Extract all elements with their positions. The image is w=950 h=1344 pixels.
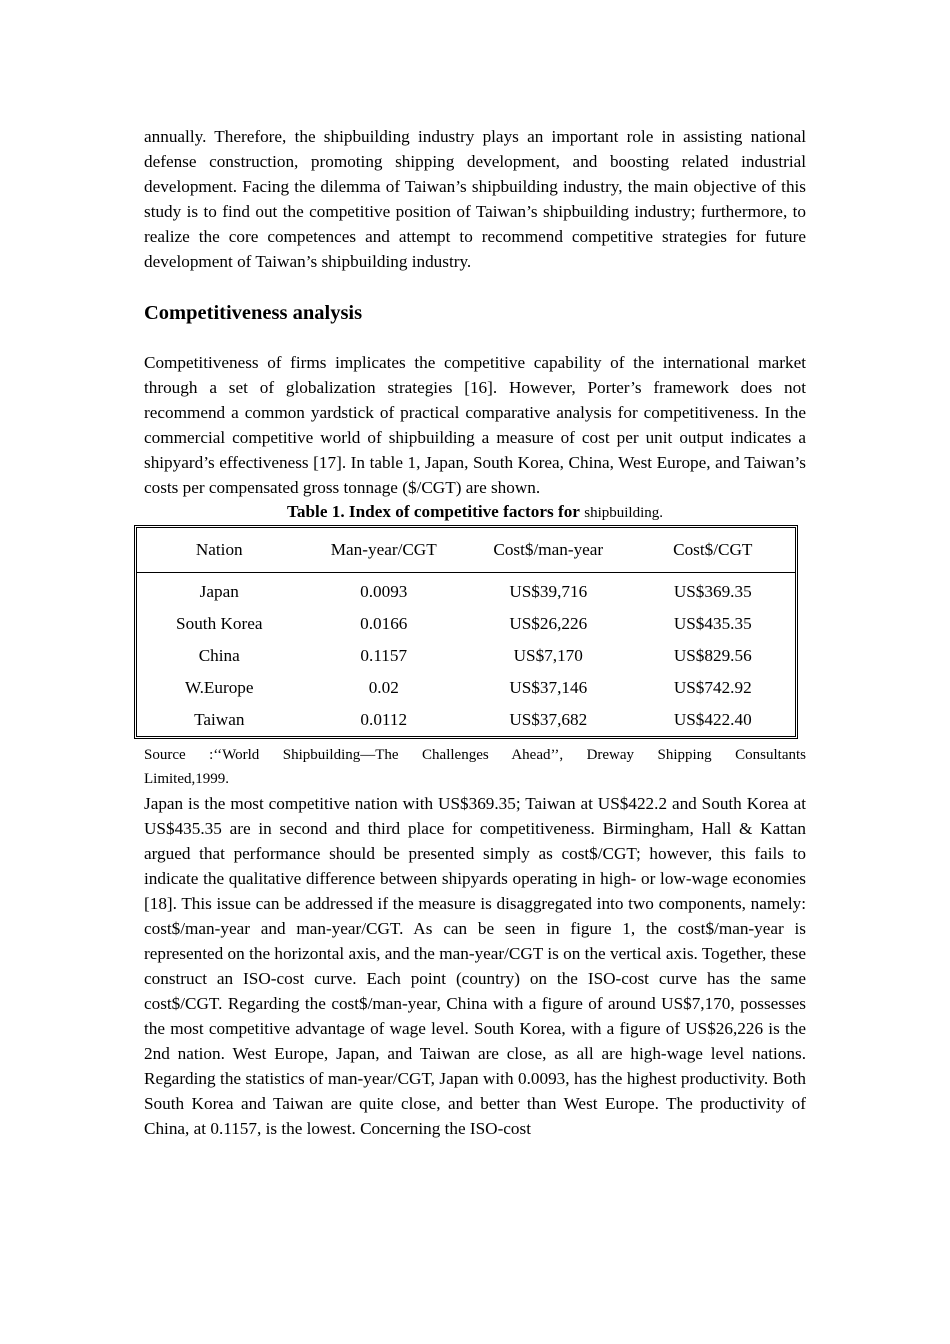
cell-man-year-cgt: 0.1157	[360, 646, 408, 665]
cell-cost-cgt: US$435.35	[673, 614, 752, 633]
table-header-row	[137, 528, 795, 573]
cell-man-year-cgt: 0.0166	[360, 614, 408, 633]
source-line-2: Limited,1999.	[144, 771, 229, 787]
cell-nation: Taiwan	[194, 710, 245, 729]
cell-nation: South Korea	[176, 614, 263, 633]
header-cost-cgt: Cost$/CGT	[631, 528, 796, 573]
table-caption-rest: shipbuilding.	[584, 505, 663, 521]
section-heading: Competitiveness analysis	[144, 302, 363, 324]
table-row	[137, 608, 795, 640]
cell-man-year-cgt: 0.0112	[360, 710, 408, 729]
page-content	[144, 124, 806, 1141]
cell-cost-man-year: US$37,146	[509, 678, 588, 697]
intro-paragraph: annually. Therefore, the shipbuilding industry plays an important role in assisting national defense construction, promoting shipping development, and boosting related industrial development. Facing the dilemma of Taiwan’s shipbuilding industry, the main objective of this study is to find out the competitive position of Taiwan’s shipbuilding industry; furthermore, to realize the core competences and attempt to recommend competitive strategies for future development of Taiwan’s shipbuilding industry.	[144, 127, 806, 271]
table-row	[137, 640, 795, 672]
competitive-factors-table	[137, 528, 795, 736]
table-row	[137, 704, 795, 736]
cell-nation: China	[198, 646, 240, 665]
table-frame	[134, 525, 798, 739]
paragraph-competitiveness: Competitiveness of firms implicates the competitive capability of the international market through a set of globalization strategies [16]. However, Porter’s framework does not recommend a common yardstick of practical comparative analysis for competitiveness. In the commercial competitive world of shipbuilding a measure of cost per unit output indicates a shipyard’s effectiveness [17]. In table 1, Japan, South Korea, China, West Europe, and Taiwan’s costs per compensated gross tonnage ($/CGT) are shown.	[144, 353, 806, 497]
table-row	[137, 573, 795, 609]
table-caption-bold: Table 1. Index of competitive factors for	[287, 502, 580, 521]
cell-cost-cgt: US$742.92	[673, 678, 752, 697]
table-source-note	[144, 743, 806, 791]
source-line-1: Source :‘‘World Shipbuilding—The Challenges Ahead’’, Dreway Shipping Consultants	[144, 747, 806, 763]
table-caption	[144, 500, 806, 525]
header-man-year-cgt: Man-year/CGT	[302, 528, 467, 573]
cell-cost-man-year: US$7,170	[513, 646, 583, 665]
header-cost-man-year: Cost$/man-year	[466, 528, 631, 573]
cell-nation: Japan	[199, 582, 239, 601]
paragraph-analysis: Japan is the most competitive nation with US$369.35; Taiwan at US$422.2 and South Korea at US$435.35 are in second and third place for competitiveness. Birmingham, Hall & Kattan argued that performance should be presented simply as cost$/CGT; however, this fails to indicate the qualitative difference between shipyards operating in high- or low-wage economies [18]. This issue can be addressed if the measure is disaggregated into two components, namely: cost$/man-year and man-year/CGT. As can be seen in figure 1, the cost$/man-year is represented on the horizontal axis, and the man-year/CGT is on the vertical axis. Together, these construct an ISO-cost curve. Each point (country) on the ISO-cost curve has the same cost$/CGT. Regarding the cost$/man-year, China with a figure of around US$7,170, possesses the most competitive advantage of wage level. South Korea, with a figure of US$26,226 is the 2nd nation. West Europe, Japan, and Taiwan are close, as all are high-wage level nations. Regarding the statistics of man-year/CGT, Japan with 0.0093, has the highest productivity. Both South Korea and Taiwan are quite close, and better than West Europe. The productivity of China, at 0.1157, is the lowest. Concerning the ISO-cost	[144, 794, 806, 1138]
header-nation: Nation	[137, 528, 302, 573]
cell-cost-man-year: US$26,226	[509, 614, 588, 633]
cell-cost-cgt: US$829.56	[673, 646, 752, 665]
cell-cost-cgt: US$369.35	[673, 582, 752, 601]
cell-cost-cgt: US$422.40	[673, 710, 752, 729]
cell-nation: W.Europe	[184, 678, 254, 697]
cell-man-year-cgt: 0.02	[368, 678, 399, 697]
table-row	[137, 672, 795, 704]
cell-cost-man-year: US$39,716	[509, 582, 588, 601]
cell-man-year-cgt: 0.0093	[360, 582, 408, 601]
cell-cost-man-year: US$37,682	[509, 710, 588, 729]
